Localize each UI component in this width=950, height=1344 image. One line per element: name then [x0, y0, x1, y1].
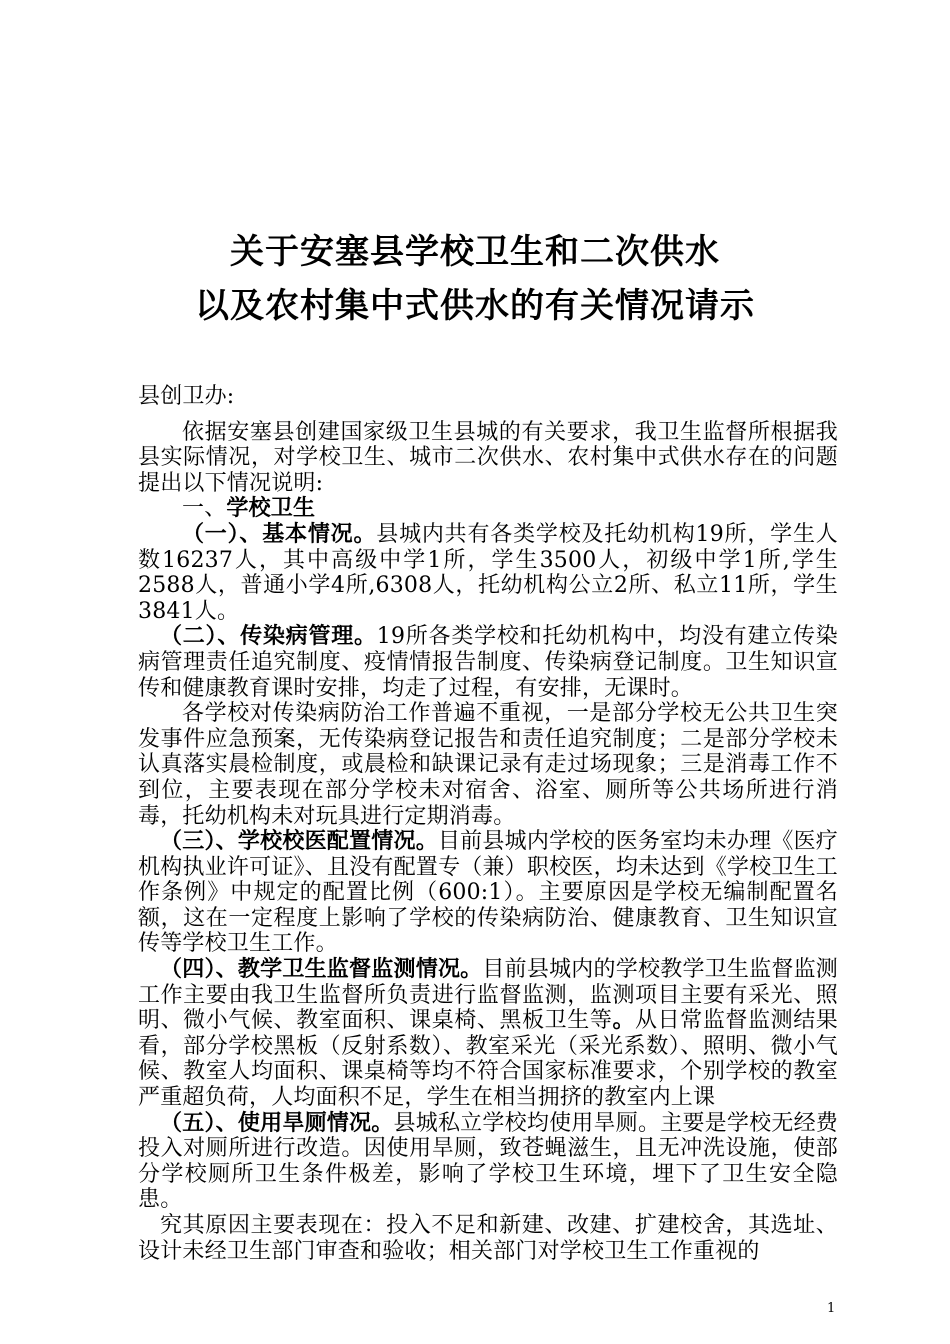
teaching-hygiene-text-a: 目前县城内的学校教学卫生监督监测工作主要由我卫生监督所负责进行监督监测，监测项目主要有采光、照明、微小气候、教室面积、课桌椅、黑板卫生等: [138, 957, 838, 1034]
section-title: 学校卫生: [226, 495, 316, 522]
intro-paragraph: 依据安塞县创建国家级卫生县城的有关要求，我卫生监督所根据我县实际情况，对学校卫生、城市二次供水、农村集中式供水存在的问题提出以下情况说明:: [138, 419, 838, 496]
subheading-infectious-disease: （二）、传染病管理。: [160, 623, 377, 650]
paragraph-prevention-issues: 各学校对传染病防治工作普遍不重视，一是部分学校无公共卫生突发事件应急预案，无传染病登记报告和责任追究制度；二是部分学校未认真落实晨检制度，或晨检和缺课记录有走过场现象；三是消毒工作不到位，主要表现在部分学校未对宿舍、浴室、厕所等公共场所进行消毒，托幼机构未对玩具进行定期消毒。: [138, 701, 838, 829]
salutation: 县创卫办:: [138, 384, 235, 409]
paragraph-dry-toilets: [138, 1111, 838, 1213]
paragraph-causes: 究其原因主要表现在：投入不足和新建、改建、扩建校舍，其选址、设计未经卫生部门审查和验收；相关部门对学校卫生工作重视的: [138, 1213, 838, 1264]
teaching-hygiene-bold-period: 。: [612, 1007, 636, 1034]
section-heading-school-hygiene: [138, 496, 838, 522]
section-prefix: 一、: [182, 496, 227, 522]
dry-toilets-text: 县城私立学校均使用旱厕。主要是学校无经费投入对厕所进行改造。因使用旱厕，致苍蝇滋生，且无冲洗设施，使部分学校厕所卫生条件极差，影响了学校卫生环境，埋下了卫生安全隐患。: [138, 1110, 838, 1213]
paragraph-basic-situation: [138, 522, 838, 624]
page-number: 1: [827, 1301, 836, 1316]
infectious-disease-text: 19所各类学校和托幼机构中，均没有建立传染病管理责任追究制度、疫情情报告制度、传染病登记制度。卫生知识宣传和健康教育课时安排，均走了过程，有安排，无课时。: [138, 624, 838, 701]
document-title-line-1: 关于安塞县学校卫生和二次供水: [230, 232, 720, 272]
subheading-teaching-hygiene: （四）、教学卫生监督监测情况。: [160, 956, 483, 983]
document-title-line-2: 以及农村集中式供水的有关情况请示: [195, 286, 755, 326]
subheading-school-doctor: （三）、学校校医配置情况。: [160, 828, 438, 855]
teaching-hygiene-text-b: 从日常监督监测结果看，部分学校黑板（反射系数）、教室采光（采光系数）、照明、微小气候、教室人均面积、课桌椅等均不符合国家标准要求，个别学校的教室严重超负荷，人均面积不足，学生在相当拥挤的教室内上课: [138, 1008, 838, 1111]
subheading-basic-situation: （一）、基本情况。: [182, 520, 377, 547]
school-doctor-text: 目前县城内学校的医务室均未办理《医疗机构执业许可证》、且没有配置专（兼）职校医，均未达到《学校卫生工作条例》中规定的配置比例（600:1）。主要原因是学校无编制配置名额，这在一定程度上影响了学校的传染病防治、健康教育、卫生知识宣传等学校卫生工作。: [138, 829, 838, 957]
paragraph-school-doctor: [138, 829, 838, 957]
subheading-dry-toilets: （五）、使用旱厕情况。: [160, 1109, 394, 1136]
basic-situation-text: 县城内共有各类学校及托幼机构19所，学生人数16237人，其中高级中学1所，学生3500人，初级中学1所,学生2588人，普通小学4所,6308人，托幼机构公立2所、私立11所，学生3841人。: [138, 521, 838, 624]
paragraph-infectious-disease: [138, 624, 838, 701]
paragraph-teaching-hygiene: [138, 957, 838, 1111]
document-body: [138, 384, 838, 1264]
